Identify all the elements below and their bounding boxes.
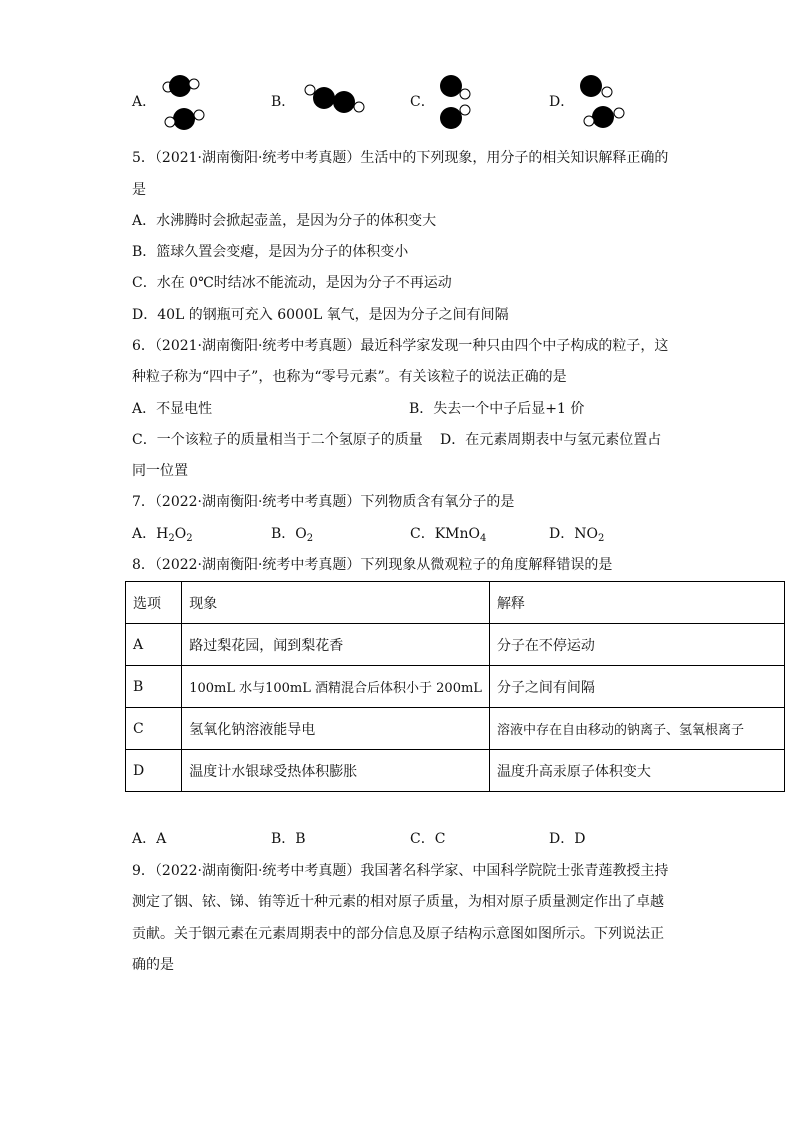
q5-stem-line-1: 5．（2021·湖南衡阳·统考中考真题）生活中的下列现象，用分子的相关知识解释正确的 [132, 150, 669, 166]
q7-option-a [132, 524, 193, 549]
table-header-cell: 选项 [126, 582, 182, 624]
q4-option-d-letter: D． [549, 94, 575, 110]
q6-stem-line-2: 种粒子称为“四中子”，也称为“零号元素”。有关该粒子的说法正确的是 [132, 369, 567, 385]
q7-option-a-formula-mid: O [174, 526, 187, 542]
q7-stem: 7．（2022·湖南衡阳·统考中考真题）下列物质含有氧分子的是 [132, 494, 515, 510]
q8-option-d: D．D [549, 831, 586, 847]
q7-option-c-sub1: 4 [480, 533, 487, 544]
q8-option-a: A．A [132, 831, 167, 847]
q4-option-c-letter: C． [410, 94, 435, 110]
table-cell: 温度计水银球受热体积膨胀 [182, 750, 490, 792]
q4-option-a-molecule-icon [160, 73, 210, 133]
q9-stem-line-3: 贡献。关于铟元素在元素周期表中的部分信息及原子结构示意图如图所示。下列说法正 [132, 926, 664, 942]
q7-option-c-letter: C． [410, 526, 435, 542]
table-row [126, 624, 785, 666]
q7-option-b-formula: O [295, 526, 307, 542]
q4-option-b-molecule-icon [302, 82, 366, 118]
table-header-cell: 解释 [489, 582, 784, 624]
q7-option-b-sub1: 2 [306, 533, 314, 544]
table-header-row [126, 582, 785, 624]
q7-option-b [271, 524, 313, 549]
table-cell: 氢氧化钠溶液能导电 [182, 708, 490, 750]
q4-option-b-letter: B． [271, 94, 296, 110]
table-row [126, 750, 785, 792]
q9-stem-line-4: 确的是 [132, 957, 174, 973]
table-cell: 溶液中存在自由移动的钠离子、氢氧根离子 [489, 708, 784, 750]
q6-option-d-line-1: D．在元素周期表中与氢元素位置占 [440, 432, 662, 448]
q7-option-c-formula: KMnO [434, 526, 481, 542]
q4-option-c-molecule-icon [436, 73, 476, 133]
q7-option-b-letter: B． [271, 526, 296, 542]
q7-option-a-letter: A． [132, 526, 157, 542]
q9-stem-line-1: 9．（2022·湖南衡阳·统考中考真题）我国著名科学家、中国科学院院士张青莲教授主持 [132, 863, 669, 879]
table-header-cell: 现象 [182, 582, 490, 624]
q7-option-d-formula: NO [574, 526, 598, 542]
q4-option-a-letter: A． [132, 94, 157, 110]
q5-option-c: C．水在 0℃时结冰不能流动，是因为分子不再运动 [132, 275, 452, 291]
q7-option-d-letter: D． [549, 526, 575, 542]
q5-option-a: A．水沸腾时会掀起壶盖，是因为分子的体积变大 [132, 213, 437, 229]
q7-option-d [549, 524, 604, 549]
q7-option-a-sub1: 2 [168, 533, 175, 544]
q4-option-d-molecule-icon [575, 73, 627, 133]
q6-option-d-line-2: 同一位置 [132, 463, 188, 479]
q6-stem-line-1: 6．（2021·湖南衡阳·统考中考真题）最近科学家发现一种只由四个中子构成的粒子，这 [132, 338, 669, 354]
q7-option-d-sub1: 2 [597, 533, 605, 544]
table-cell: A [126, 624, 182, 666]
q9-stem-line-2: 测定了铟、铱、锑、铕等近十种元素的相对原子质量，为相对原子质量测定作出了卓越 [132, 894, 664, 910]
q8-option-c: C．C [410, 831, 446, 847]
q7-option-a-formula: H [156, 526, 169, 542]
q8-table [125, 581, 785, 792]
q7-option-c [410, 524, 486, 549]
table-row [126, 666, 785, 708]
table-cell: B [126, 666, 182, 708]
q8-stem: 8．（2022·湖南衡阳·统考中考真题）下列现象从微观粒子的角度解释错误的是 [132, 557, 613, 573]
table-cell: 路过梨花园，闻到梨花香 [182, 624, 490, 666]
table-cell: 温度升高汞原子体积变大 [489, 750, 784, 792]
table-cell: C [126, 708, 182, 750]
table-cell: 100mL 水与100mL 酒精混合后体积小于 200mL [182, 666, 490, 708]
q5-stem-line-2: 是 [132, 182, 146, 198]
table-cell: 分子之间有间隔 [489, 666, 784, 708]
q6-option-a: A．不显电性 [132, 401, 213, 417]
table-cell: D [126, 750, 182, 792]
q5-option-b: B．篮球久置会变瘪，是因为分子的体积变小 [132, 244, 409, 260]
q6-option-b: B．失去一个中子后显+1 价 [409, 401, 585, 417]
table-cell: 分子在不停运动 [489, 624, 784, 666]
q5-option-d: D．40L 的钢瓶可充入 6000L 氧气，是因为分子之间有间隔 [132, 307, 509, 323]
q8-option-b: B．B [271, 831, 306, 847]
table-row [126, 708, 785, 750]
q6-option-c: C．一个该粒子的质量相当于二个氢原子的质量 [132, 432, 423, 448]
q7-option-a-sub2: 2 [186, 533, 193, 544]
